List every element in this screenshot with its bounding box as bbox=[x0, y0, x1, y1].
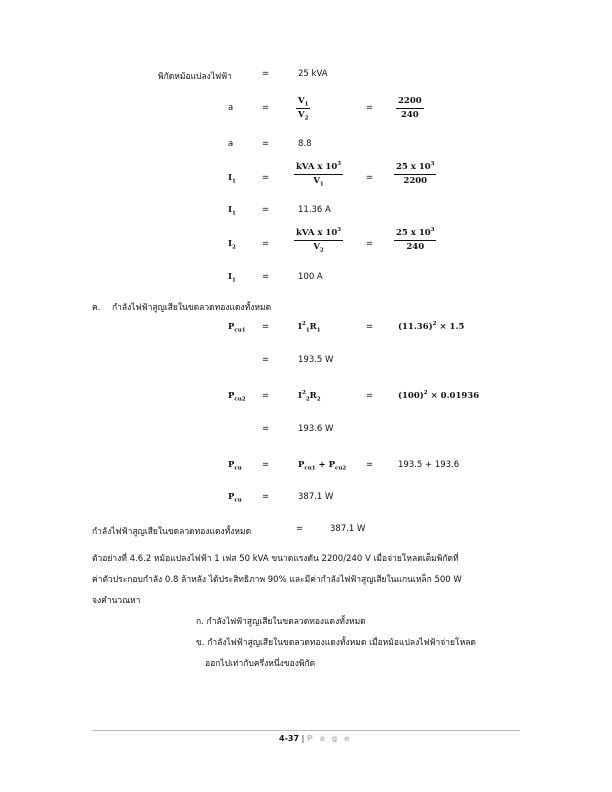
rating-value: 25 kVA bbox=[298, 69, 328, 79]
i2-result-symbol: $I_1$ bbox=[228, 272, 236, 284]
equals-sign: = bbox=[262, 239, 270, 249]
v2-symbol: V bbox=[298, 110, 305, 120]
pcu-sum-values: 193.5 + 193.6 bbox=[398, 460, 460, 470]
primary-voltage: 2200 bbox=[396, 96, 424, 109]
turns-ratio-symbol: a bbox=[228, 139, 234, 149]
equals-sign: = bbox=[262, 69, 270, 79]
pcu2-symbol: $P_{cu2}$ bbox=[228, 391, 246, 403]
pcu-total-symbol: $P_{cu}$ bbox=[228, 492, 242, 504]
equals-sign: = bbox=[262, 424, 270, 434]
example-item-a: ก. กำลังไฟฟ้าสูญเสียในขดลวดทองแดงทั้งหมด bbox=[196, 617, 366, 627]
i1-formula-fraction: kVA x $10^3$ $V_1$ bbox=[296, 161, 342, 188]
i2-value: 100 A bbox=[298, 272, 323, 282]
equals-sign: = bbox=[262, 205, 270, 215]
summary-label: กำลังไฟฟ้าสูญเสียในขดลวดทองแดงทั้งหมด bbox=[92, 527, 252, 537]
pcu-symbol: $P_{cu}$ bbox=[228, 460, 242, 472]
pcu1-symbol: $P_{cu1}$ bbox=[228, 322, 246, 334]
i1-symbol: $I_1$ bbox=[228, 173, 236, 185]
equals-sign: = bbox=[366, 173, 374, 183]
i1-symbol: $I_1$ bbox=[228, 205, 236, 217]
equals-sign: = bbox=[262, 355, 270, 365]
v1-subscript: 1 bbox=[304, 101, 309, 108]
pcu1-formula: $I^2_1R_1$ bbox=[298, 321, 321, 334]
voltage-ratio-fraction bbox=[296, 96, 310, 121]
i1-value: 11.36 A bbox=[298, 205, 331, 215]
equals-sign: = bbox=[262, 139, 270, 149]
i1-value-fraction: $\frac{25 x 10^3}{2200}$ bbox=[396, 161, 435, 186]
equals-sign: = bbox=[262, 272, 270, 282]
equals-sign: = bbox=[366, 322, 374, 332]
equals-sign: = bbox=[366, 103, 374, 113]
equals-sign: = bbox=[366, 391, 374, 401]
example-item-b-continuation: ออกไปเท่ากับครึ่งหนึ่งของพิกัด bbox=[205, 659, 316, 669]
pcu2-calculation: $(100)^2 \times 0.01936$ bbox=[398, 390, 480, 401]
summary-value: 387.1 W bbox=[330, 524, 366, 534]
example-line-1: ตัวอย่างที่ 4.6.2 หม้อแปลงไฟฟ้า 1 เฟส 50 kVA ขนาดแรงดัน 2200/240 V เมื่อจ่ายโหลดเต็มพิกัดที่ bbox=[92, 554, 459, 564]
pcu-sum-formula: $P_{cu1} + P_{cu2}$ bbox=[298, 460, 347, 472]
pcu1-result: 193.5 W bbox=[298, 355, 334, 365]
example-line-3: จงคำนวณหา bbox=[92, 596, 141, 606]
rating-label: พิกัดหม้อแปลงไฟฟ้า bbox=[158, 72, 232, 82]
pcu2-result: 193.6 W bbox=[298, 424, 334, 434]
pcu-total-value: 387.1 W bbox=[298, 492, 334, 502]
i2-value-fraction: $\frac{25 x 10^3}{240}$ bbox=[396, 227, 435, 252]
pcu2-formula: $I^2_2R_2$ bbox=[298, 390, 321, 403]
v1-symbol: V bbox=[298, 96, 305, 106]
page-word: P a g e bbox=[306, 734, 352, 743]
i2-formula-fraction: kVA x $10^3$ $V_2$ bbox=[296, 227, 342, 254]
turns-ratio-value: 8.8 bbox=[298, 139, 312, 149]
footer-separator: | bbox=[299, 734, 307, 743]
equals-sign: = bbox=[366, 239, 374, 249]
equals-sign: = bbox=[262, 460, 270, 470]
secondary-voltage: 240 bbox=[400, 110, 419, 120]
voltage-value-fraction bbox=[396, 96, 424, 121]
page-footer bbox=[279, 734, 352, 743]
example-item-b: ข. กำลังไฟฟ้าสูญเสียในขดลวดทองแดงทั้งหมด เมื่อหม้อแปลงไฟฟ้าจ่ายโหลด bbox=[196, 638, 476, 648]
example-line-2: ค่าตัวประกอบกำลัง 0.8 ล้าหลัง ได้ประสิทธิภาพ 90% และมีค่ากำลังไฟฟ้าสูญเสียในแกนเหล็ก 500 W bbox=[92, 575, 462, 585]
page-number: 4-37 bbox=[279, 734, 300, 743]
equals-sign: = bbox=[262, 391, 270, 401]
equals-sign: = bbox=[262, 103, 270, 113]
equals-sign: = bbox=[262, 322, 270, 332]
equals-sign: = bbox=[366, 460, 374, 470]
section-heading: กำลังไฟฟ้าสูญเสียในขดลวดทองแดงทั้งหมด bbox=[112, 303, 272, 313]
pcu1-calculation: $(11.36)^2 \times 1.5$ bbox=[398, 321, 465, 332]
v2-subscript: 2 bbox=[304, 115, 309, 122]
equals-sign: = bbox=[296, 524, 304, 534]
turns-ratio-symbol: a bbox=[228, 103, 234, 113]
equals-sign: = bbox=[262, 173, 270, 183]
section-label: ค. bbox=[92, 303, 101, 313]
i2-symbol: $I_2$ bbox=[228, 239, 236, 251]
footer-divider bbox=[92, 730, 520, 731]
equals-sign: = bbox=[262, 492, 270, 502]
